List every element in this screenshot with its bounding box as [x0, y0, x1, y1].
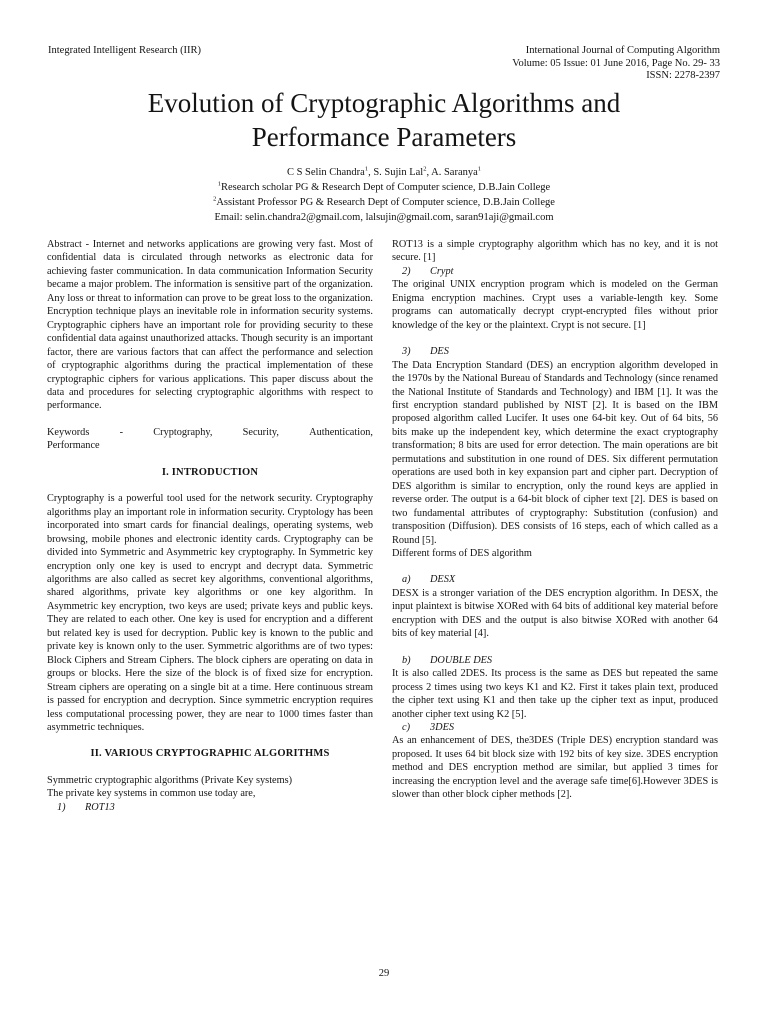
- subheading-des: 3) DES: [402, 346, 449, 358]
- keywords-line: Keywords - Cryptography, Security, Authentication,: [47, 426, 373, 438]
- 3des-text: As an enhancement of DES, the3DES (Triple DES) encryption standard was proposed. It uses 64 bit block size with 192 bits of key size. 3DES encryption method and DES encryption method are similar, but applied 3 times for increasing the encryption level and the average safe time[6].However 3DES is slower than other block cipher methods [2].: [392, 735, 718, 801]
- desx-text: DESX is a stronger variation of the DES encryption algorithm. In DESX, the input plaintext is bitwise XORed with 64 bits of additional key material before encryption with DES and the output is also bitwise XORed with another 64 bits of key material [4].: [392, 587, 718, 640]
- des-forms-line: Different forms of DES algorithm: [392, 547, 532, 559]
- subheading-crypt: 2) Crypt: [402, 265, 454, 277]
- right-column: [392, 238, 718, 802]
- page-number: 29: [378, 968, 390, 979]
- affiliation-1: $^1$Research scholar PG & Research Dept of Computer science, D.B.Jain College: [217, 180, 551, 193]
- author-names: C S Selin Chandra$^1$, S. Sujin Lal$^2$, A. Saranya$^1$: [286, 165, 482, 178]
- paper-title-line1: Evolution of Cryptographic Algorithms and: [147, 88, 621, 118]
- symmetric-intro-line2: The private key systems in common use today are,: [47, 788, 256, 800]
- section-heading-introduction: I. INTRODUCTION: [161, 466, 259, 478]
- paper-title: [40, 86, 728, 154]
- journal-publisher: Integrated Intelligent Research (IIR): [48, 45, 202, 56]
- journal-volume: Volume: 05 Issue: 01 June 2016, Page No. 29- 33: [512, 57, 720, 69]
- affiliation-2: $^2$Assistant Professor PG & Research Dept of Computer science, D.B.Jain College: [213, 195, 555, 208]
- author-emails: Email: selin.chandra2@gmail.com, lalsujin@gmail.com, saran91aji@gmail.com: [214, 212, 554, 223]
- journal-name: International Journal of Computing Algorithm: [525, 45, 720, 56]
- rot13-text: ROT13 is a simple cryptography algorithm which has no key, and it is not secure. [1]: [392, 239, 718, 264]
- section-heading-algorithms: II. VARIOUS CRYPTOGRAPHIC ALGORITHMS: [90, 748, 330, 760]
- abstract: Abstract - Internet and networks applications are growing very fast. Most of confidential data is circulated through networks as electronic data for achieving faster communication. In data communication Information Security became a major problem. The information is sensitive part of the organization. Any loss or threat to information can prove to be great loss to the organization. Encryption technique plays an inevitable role in information security systems. Cryptographic ciphers have an important role for providing security to these confidential data against unauthorized attacks. Though security is an important factor, there are various factors that can affect the performance and selection of cryptographic algorithms during the practical implementation of these cryptographic ciphers for various applications. This paper discuss about the data and procedures for selecting cryptographic algorithms with respect to performance.: [47, 239, 373, 412]
- subheading-3des: c) 3DES: [402, 721, 455, 733]
- journal-issn: ISSN: 2278-2397: [646, 70, 720, 81]
- subheading-rot13: 1) ROT13: [57, 801, 115, 813]
- subheading-double-des: b) DOUBLE DES: [402, 654, 493, 666]
- paper-title-line2: Performance Parameters: [251, 122, 517, 152]
- author-block: [40, 165, 728, 225]
- journal-info: [512, 45, 720, 83]
- des-text: The Data Encryption Standard (DES) an encryption algorithm developed in the 1970s by the National Bureau of Standards and Technology (since renamed the National Institute of Standards and Technology) and IBM [1]. It was the first encryption standard published by NIST [2]. It is based on the IBM proposed algorithm called Lucifer. It uses one 64-bit key. Out of 64 bits, 56 bits make up the independent key, which determine the exact cryptography transformation; 8 bits are used for error detection. The main operations are bit permutations and substitution in one round of DES. Six different permutation operations are used both in key expansion part and cipher part. Decryption of DES algorithm is similar to encryption, only the round keys are applied in reverse order. The output is a 64-bit block of cipher text [2]. DES is based on two fundamental attributes of cryptography: Substitution (confusion) and transposition (Diffusion). DES consists of 16 steps, each of which called as a Round [5].: [392, 359, 718, 546]
- subheading-desx: a) DESX: [402, 574, 456, 586]
- keywords-end: Performance: [47, 440, 100, 452]
- crypt-text: The original UNIX encryption program which is modeled on the German Enigma encryption machines. Crypt uses a variable-length key. Some programs can automatically decrypt crypt-encrypted files without prior knowledge of the key or the plaintext. Crypt is not secure. [1]: [392, 279, 718, 331]
- introduction-text: Cryptography is a powerful tool used for the network security. Cryptography algorithms play an important role in information security. Cryptology has been incorporated into smart cards for financial dealings, operating systems, web browsing, mobile phones and electronic identity cards. Cryptography can be divided into Symmetric and Asymmetric key cryptography. In Symmetric key encryption only one key is used to encrypt and decrypt data. Symmetric algorithms are also called as secret key algorithms, conventional algorithms, shared algorithms, private key algorithms or one key algorithm. In Asymmetric key encryption, two keys are used; private keys and public keys. They are related to each other. One key is used for encryption and a different but related key is used for decryption. Public key is known to the public and private key is known only to the user. Symmetric algorithms are of two types: Block Ciphers and Stream Ciphers. The block ciphers are operating on data in groups or blocks. Here the size of the block is of fixed size for encryption. Stream ciphers are operating on a single bit at a time. Here continuous stream is passed for encryption and decryption. Since symmetric encryption requires less computational processing power, they are near to 1000 times faster than asymmetric techniques.: [47, 493, 373, 733]
- left-column: [47, 238, 373, 814]
- symmetric-intro-line1: Symmetric cryptographic algorithms (Private Key systems): [47, 774, 293, 786]
- double-des-text: It is also called 2DES. Its process is the same as DES but repeated the same process 2 times using two keys K1 and K2. First it takes plain text, produced the cipher text using K1 and then take up the cipher text as input, produced another cipher text using K2 [5].: [392, 668, 718, 720]
